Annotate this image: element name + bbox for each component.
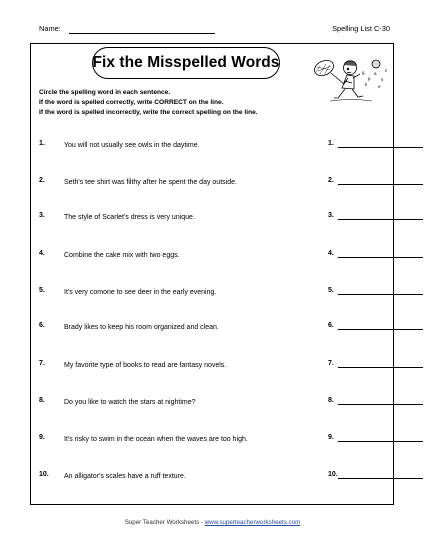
svg-text:s: s [381,77,384,82]
question-number: 7. [39,360,45,367]
answer-number: 10. [328,471,338,478]
answer-number: 6. [328,322,334,329]
answer-line[interactable] [338,367,423,368]
question-number: 1. [39,140,45,147]
question-text: Seth's tee shirt was filthy after he spent the day outside. [64,179,237,186]
answer-line[interactable] [338,184,423,185]
footer [0,519,425,526]
question-text: Combine the cake mix with two eggs. [64,252,180,259]
answer-number: 2. [328,177,334,184]
question-text: The style of Scarlet's dress is very unique. [64,214,195,221]
instruction-line-1: Circle the spelling word in each sentence. [39,89,171,96]
answer-number: 9. [328,434,334,441]
answer-line[interactable] [338,294,423,295]
answer-line[interactable] [338,329,423,330]
page-title: Fix the Misspelled Words [92,54,280,71]
question-text: My favorite type of books to read are fantasy novels. [64,362,227,369]
answer-number: 5. [328,287,334,294]
footer-separator: - [199,519,205,526]
svg-text:g: g [362,70,365,75]
answer-line[interactable] [338,404,423,405]
answer-line[interactable] [338,478,423,479]
answer-number: 7. [328,360,334,367]
question-number: 3. [39,212,45,219]
answer-number: 4. [328,250,334,257]
question-text: An alligator's scales have a ruff texture. [64,473,186,480]
name-line [69,33,215,34]
svg-text:e: e [378,84,381,89]
title-box [92,47,280,79]
question-text: It's very comone to see deer in the early evening. [64,289,217,296]
svg-text:p: p [368,76,371,81]
question-text: Brady likes to keep his room organized and clean. [64,324,219,331]
spelling-list-label: Spelling List C-30 [332,24,390,33]
answer-line[interactable] [338,219,423,220]
answer-line[interactable] [338,257,423,258]
instruction-line-2: If the word is spelled correctly, write CORRECT on the line. [39,99,224,106]
boy-catching-letters-clipart [302,54,390,106]
answer-line[interactable] [338,147,423,148]
question-number: 8. [39,397,45,404]
name-label: Name: [39,24,61,33]
answer-number: 3. [328,212,334,219]
question-number: 9. [39,434,45,441]
instruction-line-3: If the word is spelled incorrectly, write the correct spelling on the line. [39,109,258,116]
question-number: 6. [39,322,45,329]
question-number: 4. [39,250,45,257]
question-number: 10. [39,471,49,478]
svg-text:a: a [374,71,377,76]
answer-line[interactable] [338,441,423,442]
svg-text:k: k [365,82,368,87]
footer-url-link[interactable]: www.superteacherworksheets.com [204,519,301,526]
answer-number: 1. [328,140,334,147]
svg-text:z: z [385,68,388,73]
footer-brand: Super Teacher Worksheets [124,519,200,526]
question-text: Do you like to watch the stars at nightime? [64,399,196,406]
question-text: You will not usually see owls in the daytime. [64,142,200,149]
question-number: 2. [39,177,45,184]
question-text: It's risky to swim in the ocean when the waves are too high. [64,436,248,443]
answer-number: 8. [328,397,334,404]
question-number: 5. [39,287,45,294]
